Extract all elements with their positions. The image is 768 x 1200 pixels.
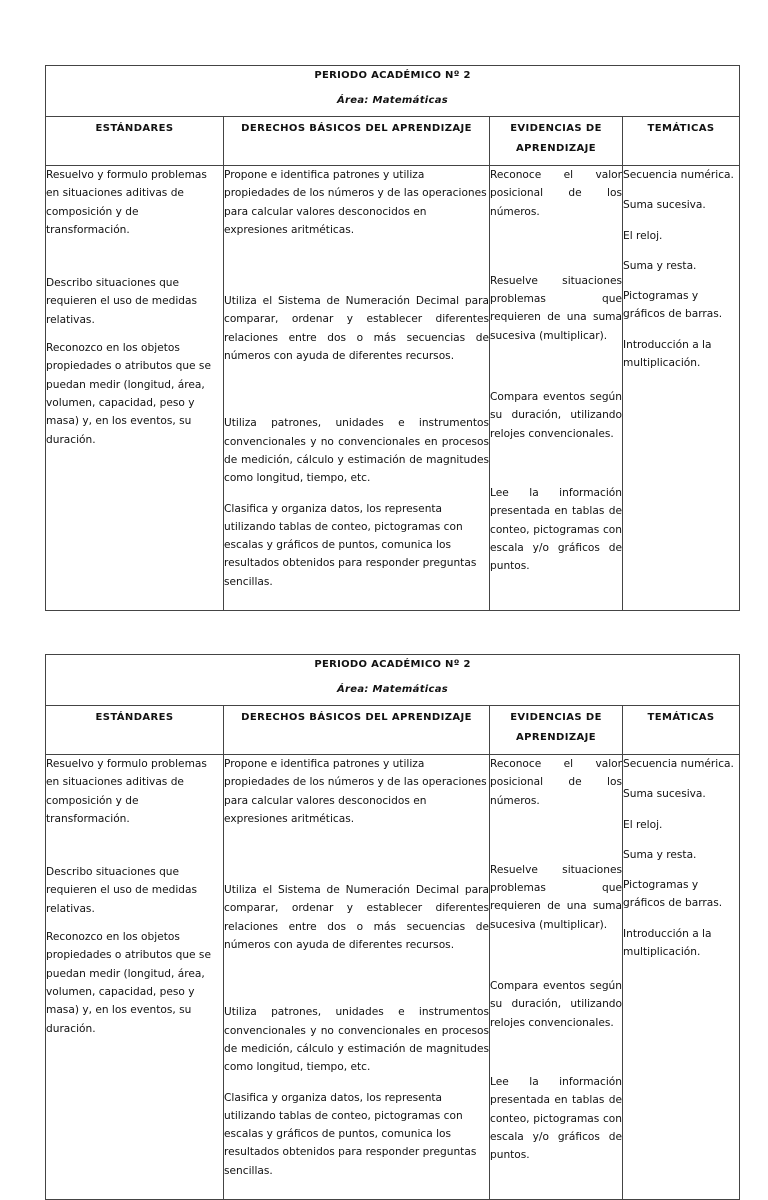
estandares-cell [46, 166, 224, 611]
column-header-estandares: ESTÁNDARES [46, 117, 224, 166]
column-header-tematicas: TEMÁTICAS [623, 706, 740, 755]
evidencia-item: Lee la información presentada en tablas de conteo, pictogramas con escala y/o gráficos de puntos. [490, 486, 622, 573]
table-title-cell [46, 655, 740, 706]
dba-cell [224, 166, 490, 611]
estandar-item: Describo situaciones que requieren el uso de medidas relativas. [46, 866, 198, 915]
column-header-evidencias-line2: APRENDIZAJE [516, 143, 596, 154]
column-header-dba: DERECHOS BÁSICOS DEL APRENDIZAJE [224, 117, 490, 166]
tematica-item: El reloj. [623, 229, 663, 242]
estandar-item: Reconozco en los objetos propiedades o atributos que se puedan medir (longitud, área, volumen, capacidad, peso y masa) y, en los eventos, su duración. [46, 342, 211, 446]
tematica-item: Secuencia numérica. [623, 758, 734, 770]
area-title: Área: Matemáticas [336, 684, 449, 695]
column-header-evidencias-line2: APRENDIZAJE [516, 732, 596, 743]
dba-cell [224, 755, 490, 1200]
evidencia-item: Resuelve situaciones problemas que requieren de una suma sucesiva (multiplicar). [490, 274, 622, 342]
estandar-item: Reconozco en los objetos propiedades o atributos que se puedan medir (longitud, área, volumen, capacidad, peso y masa) y, en los eventos, su duración. [46, 931, 211, 1035]
column-header-evidencias [490, 117, 623, 166]
plan-table-2-viewport [45, 654, 741, 1177]
column-header-evidencias [490, 706, 623, 755]
evidencias-cell [490, 755, 623, 1200]
column-header-tematicas: TEMÁTICAS [623, 117, 740, 166]
tematica-item: Pictogramas y gráficos de barras. [623, 290, 723, 321]
plan-table-1 [45, 65, 740, 611]
dba-item: Utiliza el Sistema de Numeración Decimal para comparar, ordenar y establecer diferentes relaciones entre dos o más secuencias de números con ayuda de diferentes recursos. [224, 884, 489, 952]
column-header-dba: DERECHOS BÁSICOS DEL APRENDIZAJE [224, 706, 490, 755]
estandares-cell [46, 755, 224, 1200]
estandar-item: Resuelvo y formulo problemas en situaciones aditivas de composición y de transformación. [46, 169, 207, 236]
plan-table-2 [45, 654, 740, 1200]
dba-item: Clasifica y organiza datos, los representa utilizando tablas de conteo, pictogramas con escalas y gráficos de puntos, comunica los resultados obtenidos para responder preguntas sencillas. [224, 1091, 477, 1177]
evidencia-item: Resuelve situaciones problemas que requieren de una suma sucesiva (multiplicar). [490, 863, 622, 931]
dba-item: Utiliza el Sistema de Numeración Decimal para comparar, ordenar y establecer diferentes relaciones entre dos o más secuencias de números con ayuda de diferentes recursos. [224, 295, 489, 363]
period-title: PERIODO ACADÉMICO Nº 2 [314, 659, 471, 670]
tematica-item: Suma sucesiva. [623, 788, 706, 801]
column-header-estandares: ESTÁNDARES [46, 706, 224, 755]
column-header-evidencias-line1: EVIDENCIAS DE [510, 712, 602, 723]
evidencia-item: Reconoce el valor posicional de los números. [490, 758, 622, 807]
period-title: PERIODO ACADÉMICO Nº 2 [314, 70, 471, 81]
estandar-item: Describo situaciones que requieren el uso de medidas relativas. [46, 277, 198, 326]
evidencia-item: Compara eventos según su duración, utilizando relojes convencionales. [490, 980, 622, 1029]
dba-item: Utiliza patrones, unidades e instrumentos convencionales y no convencionales en procesos de medición, cálculo y estimación de magnitudes como longitud, tiempo, etc. [224, 1006, 489, 1074]
area-title: Área: Matemáticas [336, 95, 449, 106]
tematica-item: Suma y resta. [623, 848, 697, 861]
estandar-item: Resuelvo y formulo problemas en situaciones aditivas de composición y de transformación. [46, 758, 207, 825]
dba-item: Propone e identifica patrones y utiliza propiedades de los números y de las operaciones para calcular valores desconocidos en expresiones aritméticas. [224, 758, 487, 825]
tematicas-cell [623, 755, 740, 1200]
tematica-item: Pictogramas y gráficos de barras. [623, 879, 723, 910]
evidencia-item: Reconoce el valor posicional de los números. [490, 169, 622, 218]
table-title-cell [46, 66, 740, 117]
evidencias-cell [490, 166, 623, 611]
evidencia-item: Compara eventos según su duración, utilizando relojes convencionales. [490, 391, 622, 440]
tematica-item: Secuencia numérica. [623, 169, 734, 181]
tematicas-cell [623, 166, 740, 611]
tematica-item: Suma y resta. [623, 259, 697, 272]
tematica-item: El reloj. [623, 818, 663, 831]
evidencia-item: Lee la información presentada en tablas de conteo, pictogramas con escala y/o gráficos de puntos. [490, 1075, 622, 1162]
column-header-evidencias-line1: EVIDENCIAS DE [510, 123, 602, 134]
dba-item: Propone e identifica patrones y utiliza propiedades de los números y de las operaciones para calcular valores desconocidos en expresiones aritméticas. [224, 169, 487, 236]
dba-item: Clasifica y organiza datos, los representa utilizando tablas de conteo, pictogramas con escalas y gráficos de puntos, comunica los resultados obtenidos para responder preguntas sencillas. [224, 502, 477, 588]
tematica-item: Introducción a la multiplicación. [623, 927, 712, 959]
tematica-item: Introducción a la multiplicación. [623, 338, 712, 370]
dba-item: Utiliza patrones, unidades e instrumentos convencionales y no convencionales en procesos de medición, cálculo y estimación de magnitudes como longitud, tiempo, etc. [224, 417, 489, 485]
tematica-item: Suma sucesiva. [623, 199, 706, 212]
